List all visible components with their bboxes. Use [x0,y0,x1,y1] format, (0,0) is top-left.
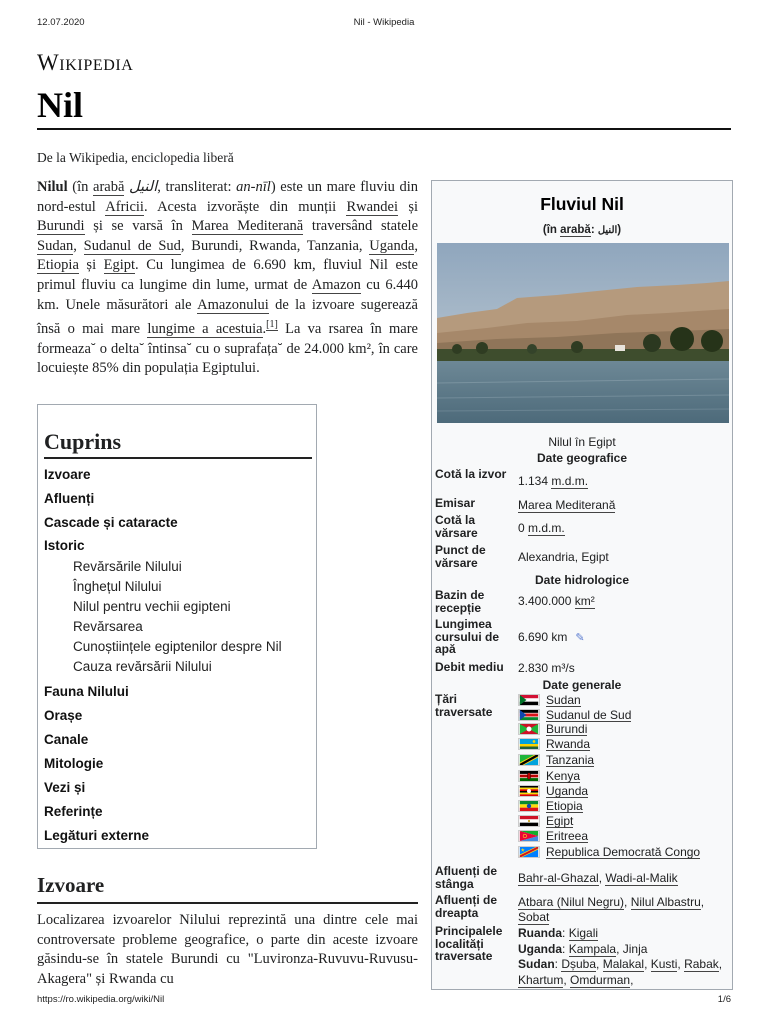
country-kenya[interactable]: Kenya [518,769,580,783]
transliteration: an-nīl [236,179,271,195]
infobox-subtitle: (în arabă: النيل) [542,224,622,236]
country-tanzania[interactable]: Tanzania [518,753,594,767]
toc-item-afluenti[interactable]: Afluenți [44,491,95,506]
table-of-contents [37,404,317,849]
link-rabak[interactable]: Rabak [684,957,719,971]
edit-pencil-icon[interactable]: ✎ [575,632,585,644]
unit-link-mdm-2[interactable]: m.d.m. [528,521,565,535]
label-lungime: Lungimea cursului de apă [435,617,500,656]
toc-subitem-cauza[interactable]: Cauza revărsării Nilului [73,659,212,674]
toc-item-istoric[interactable]: Istoric [44,538,85,553]
country-eritreea[interactable]: Eritreea [518,829,588,843]
toc-list [44,463,310,848]
link-africa[interactable]: Africii [105,198,144,215]
toc-item-canale[interactable]: Canale [44,732,89,747]
value-debit: 2.830 m³/s [518,661,575,675]
toc-item-fauna[interactable]: Fauna Nilului [44,684,129,699]
flag-eritrea-icon [518,830,540,842]
link-amazonului[interactable]: Amazonului [197,296,269,313]
toc-item-vezi-si[interactable]: Vezi și [44,780,86,795]
label-emisar: Emisar [435,496,476,510]
flag-sudan-icon [518,694,540,706]
section-text-izvoare: Localizarea izvoarelor Nilului reprezintă una dintre cele mai controversate probleme geografice, o parte din aceste izvoare găsindu-se în statele Burundi cu "Luvironza-Ruvuvu-Ruvusu-Akagera" și Rwanda cu [37,912,418,987]
toc-item-referinte[interactable]: Referințe [44,804,103,819]
link-kusti[interactable]: Kusti [650,957,678,971]
toc-subitem-revarsarea[interactable]: Revărsarea [73,619,143,634]
label-cota-varsare: Cotă la vărsare [435,513,478,540]
toc-subitem-vechii-egipteni[interactable]: Nilul pentru vechii egipteni [73,599,231,614]
reference-link[interactable]: [1] [266,319,278,331]
link-sudanul-de-sud[interactable]: Sudanul de Sud [83,237,181,254]
label-afluenti-stanga: Afluenți de stânga [435,864,497,891]
flag-tanzania-icon [518,754,540,766]
wikipedia-logo[interactable]: Wikipedia [37,50,134,75]
infobox [431,180,733,990]
print-url: https://ro.wikipedia.org/wiki/Nil [37,994,165,1005]
toc-item-mitologie[interactable]: Mitologie [44,756,104,771]
link-marea-mediterana[interactable]: Marea Mediterană [191,218,304,235]
link-kampala[interactable]: Kampala [568,941,617,956]
label-cota-izvor: Cotă la izvor [435,467,507,481]
header-date-geografice: Date geografice [536,451,628,465]
unit-link-mdm[interactable]: m.d.m. [551,474,589,488]
header-date-generale: Date generale [542,678,622,692]
cities-ruanda: Ruanda: Kigali [518,926,599,940]
country-egipt[interactable]: Egipt [518,814,573,828]
country-sudan[interactable]: Sudan [518,693,581,707]
nile-photo[interactable] [437,243,729,423]
label-localitati: Principalele localități traversate [435,924,503,963]
city-jinja: Jinja [622,941,648,956]
value-afluenti-stanga: Bahr-al-Ghazal, Wadi-al-Malik [518,871,678,885]
link-sudan[interactable]: Sudan [37,237,74,254]
link-sobat[interactable]: Sobat [518,910,550,924]
link-malakal[interactable]: Malakal [602,957,645,971]
toc-item-cascade[interactable]: Cascade și cataracte [44,515,178,530]
nile-landscape-image [437,243,729,423]
section-heading-izvoare: Izvoare [37,873,418,904]
label-debit: Debit mediu [435,660,504,674]
flag-rwanda-icon [518,738,540,750]
label-tari-traversate: Țări traversate [435,692,493,719]
toc-subitem-cunostiintele[interactable]: Cunoștiințele egiptenilor despre Nil [73,639,282,654]
link-khartum[interactable]: Khartum [518,972,564,987]
cities-uganda: Uganda: Kampala, Jinja [518,941,648,956]
value-afluenti-dreapta: Atbara (Nilul Negru), Nilul Albastru, Sobat [518,895,705,924]
flag-ethiopia-icon [518,800,540,812]
tagline: De la Wikipedia, enciclopedia liberă [37,150,234,165]
value-cota-izvor: 1.134 m.d.m. [518,474,589,488]
link-kigali[interactable]: Kigali [568,926,599,940]
toc-item-izvoare[interactable]: Izvoare [44,467,91,482]
country-etiopia[interactable]: Etiopia [518,799,583,813]
value-punct-varsare: Alexandria, Egipt [518,550,609,564]
cities-sudan: Sudan: Dșuba, Malakal, Kusti, Rabak, Khartum, Omdurman, [518,957,723,987]
value-lungime: 6.690 km ✎ [518,630,585,644]
title-divider [37,128,731,130]
link-nilul-albastru[interactable]: Nilul Albastru [630,895,701,909]
link-etiopia[interactable]: Etiopia [37,257,79,274]
toc-title: Cuprins [44,429,312,459]
link-araba[interactable]: arabă [93,179,125,195]
print-page-title: Nil - Wikipedia [353,17,415,28]
flag-uganda-icon [518,785,540,797]
link-burundi[interactable]: Burundi [37,218,85,235]
value-bazin: 3.400.000 km² [518,594,595,608]
flag-egypt-icon [518,815,540,827]
toc-item-orase[interactable]: Orașe [44,708,83,723]
link-lungime[interactable]: lungime a acestuia [147,320,263,337]
country-rwanda[interactable]: Rwanda [518,737,590,751]
label-afluenti-dreapta: Afluenți de dreapta [435,893,497,920]
header-date-hidrologice: Date hidrologice [534,573,629,587]
value-emisar[interactable]: Marea Mediterană [518,498,616,512]
unit-link-km2[interactable]: km² [574,594,595,608]
link-bahr-al-ghazal[interactable]: Bahr-al-Ghazal [518,871,599,885]
photo-caption: Nilul în Egipt [548,435,616,449]
toc-subitem-revarsarile[interactable]: Revărsările Nilului [73,559,182,574]
print-date: 12.07.2020 [37,17,85,28]
infobox-link-araba[interactable]: arabă [560,224,591,236]
link-amazon[interactable]: Amazon [311,276,361,293]
country-uganda[interactable]: Uganda [518,784,588,798]
link-rwanda[interactable]: Rwandei [346,198,399,215]
value-cota-varsare: 0 m.d.m. [518,521,565,535]
flag-kenya-icon [518,770,540,782]
link-egipt[interactable]: Egipt [103,257,136,274]
flag-south-sudan-icon [518,709,540,721]
label-bazin: Bazin de recepție [435,588,485,615]
link-dsuba[interactable]: Dșuba [561,957,597,971]
toc-item-legaturi[interactable]: Legături externe [44,828,150,843]
label-punct-varsare: Punct de vărsare [435,543,486,570]
print-page-number: 1/6 [717,994,731,1005]
country-rd-congo[interactable]: Republica Democrată Congo [518,845,700,859]
lead-paragraph: Nilul (în arabă النيل, transliterat: an-nīl) este un mare fluviu din nord-estul Africii. Acesta izvorăște din munții Rwandei și Burundi și se varsă în Marea Mediterană traversând statele Sudan, Sudanul de Sud, Burundi, Rwanda, Tanzania, Uganda, Etiopia și Egipt. Cu lungimea de 6.690 km, fluviul Nil este primul fluviu ca lungime din lume, urmat de Amazon cu 6.440 km. Unele măsurători ale Amazonului de la izvoare sugerează însă o mai mare lungime a acestuia.[1] La va rsarea în mare formeaza˘ o delta˘ întinsa˘ cu o suprafața˘ de 24.000 km², în care locuiește 85% din populația Egiptului. [37,179,419,377]
link-uganda[interactable]: Uganda [369,237,415,254]
lead-bold-term: Nilul [37,179,68,195]
link-wadi-al-malik[interactable]: Wadi-al-Malik [605,871,678,885]
value-localitati [518,926,730,988]
flag-dr-congo-icon [518,846,540,858]
flag-burundi-icon [518,723,540,735]
infobox-title: Fluviul Nil [540,194,624,214]
arabic-name: النيل [129,179,158,195]
country-burundi[interactable]: Burundi [518,722,587,736]
link-omdurman[interactable]: Omdurman [570,972,631,987]
toc-subitem-inghetul[interactable]: Înghețul Nilului [73,579,162,594]
country-sudanul-de-sud[interactable]: Sudanul de Sud [518,708,631,722]
page-title: Nil [37,85,84,125]
link-atbara[interactable]: Atbara (Nilul Negru) [518,895,625,909]
